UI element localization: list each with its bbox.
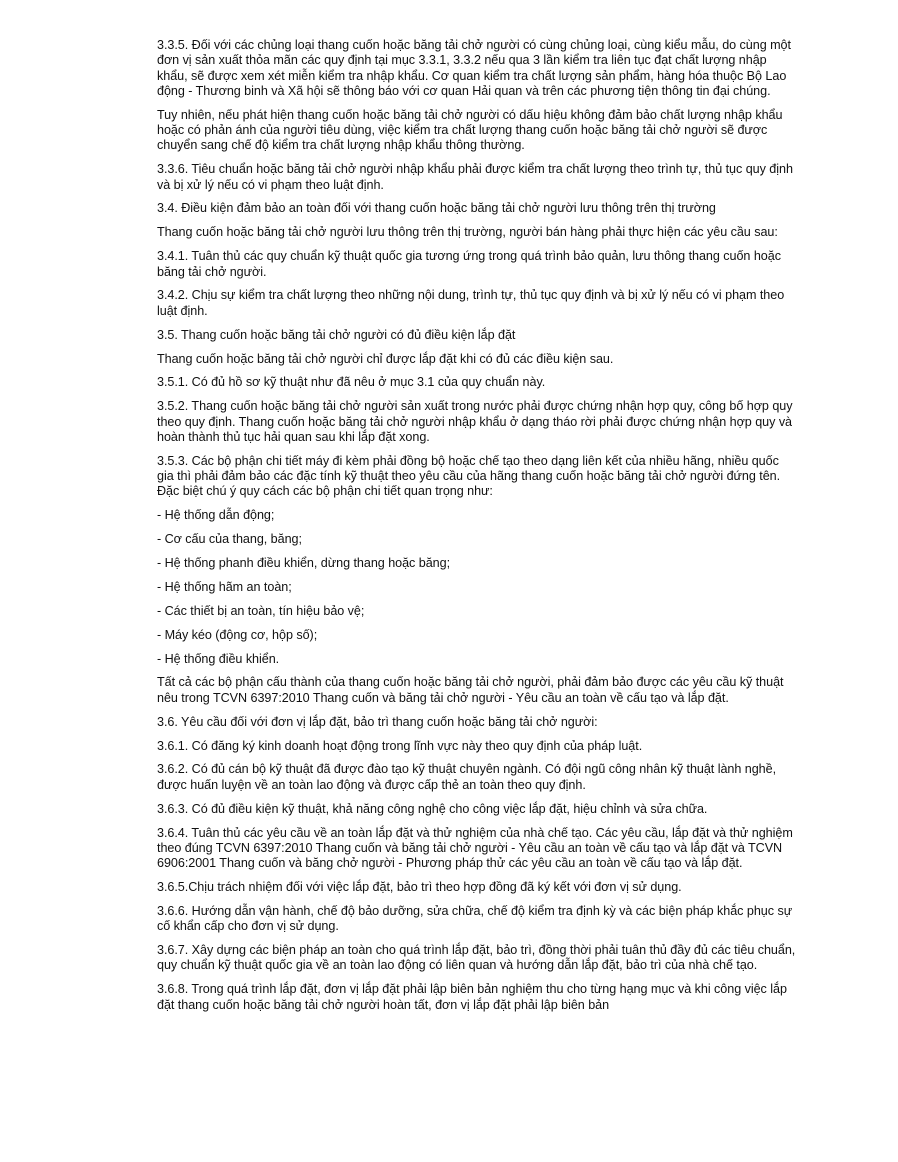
list-item-traction-machine: - Máy kéo (động cơ, hộp số);: [157, 627, 318, 642]
heading-3-4: 3.4. Điều kiện đảm bảo an toàn đối với thang cuốn hoặc băng tải chở người lưu thông trên thị trường: [157, 201, 716, 216]
paragraph-3-5-2: 3.5.2. Thang cuốn hoặc băng tải chở người sản xuất trong nước phải được chứng nhận hợp quy, công bố hợp quy theo quy định. Thang cuốn hoặc băng tải chở người nhập khẩu ở dạng tháo rời phải được chứng nhận hợp quy và hoàn thành thủ tục hải quan sau khi lắp đặt xong.: [157, 399, 793, 444]
paragraph-3-6-7: 3.6.7. Xây dựng các biện pháp an toàn cho quá trình lắp đặt, bảo trì, đồng thời phải tuân thủ đầy đủ các tiêu chuẩn, quy chuẩn kỹ thuật quốc gia về an toàn lao động có liên quan và hướng dẫn lắp đặt, bảo trì của nhà chế tạo.: [157, 943, 796, 973]
list-item-structure: - Cơ cấu của thang, băng;: [157, 532, 302, 547]
paragraph-3-5-3: 3.5.3. Các bộ phận chi tiết máy đi kèm phải đồng bộ hoặc chế tạo theo dạng liên kết của nhiều hãng, nhiều quốc gia thì phải đảm bảo các đặc tính kỹ thuật theo yêu cầu của hãng thang cuốn hoặc băng tải chở người đứng tên. Đặc biệt chú ý quy cách các bộ phận chi tiết quan trọng như:: [157, 453, 781, 499]
paragraph-however: Tuy nhiên, nếu phát hiện thang cuốn hoặc băng tải chở người có dấu hiệu không đảm bảo chất lượng nhập khẩu hoặc có phản ánh của người tiêu dùng, việc kiểm tra chất lượng thang cuốn hoặc băng tải chở người sẽ được chuyển sang chế độ kiểm tra chất lượng nhập khẩu thông thường.: [157, 107, 783, 153]
paragraph-3-3-5: 3.3.5. Đối với các chủng loại thang cuốn hoặc băng tải chở người có cùng chủng loại, cùng kiểu mẫu, do cùng một đơn vị sản xuất thỏa mãn các quy định tại mục 3.3.1, 3.3.2 nếu qua 3 lần kiểm tra liên tục đạt chất lượng nhập khẩu, sẽ được xem xét miễn kiểm tra nhập khẩu. Cơ quan kiểm tra chất lượng sản phẩm, hàng hóa thuộc Bộ Lao động - Thương binh và Xã hội sẽ thông báo với cơ quan Hải quan và trên các phương tiện thông tin đại chúng.: [157, 38, 791, 98]
paragraph-3-6-5: 3.6.5.Chịu trách nhiệm đối với việc lắp đặt, bảo trì theo hợp đồng đã ký kết với đơn vị sử dụng.: [157, 880, 682, 895]
list-item-drive-system: - Hệ thống dẫn động;: [157, 508, 275, 523]
document-page: [157, 38, 797, 1021]
paragraph-3-6-8: 3.6.8. Trong quá trình lắp đặt, đơn vị lắp đặt phải lập biên bản nghiệm thu cho từng hạng mục và khi công việc lắp đặt thang cuốn hoặc băng tải chở người hoàn tất, đơn vị lắp đặt phải lập biên bản: [157, 982, 787, 1012]
paragraph-3-3-6: 3.3.6. Tiêu chuẩn hoặc băng tải chở người nhập khẩu phải được kiểm tra chất lượng theo trình tự, thủ tục quy định và bị xử lý nếu có vi phạm theo luật định.: [157, 162, 793, 192]
paragraph-3-4-2: 3.4.2. Chịu sự kiểm tra chất lượng theo những nội dung, trình tự, thủ tục quy định và bị xử lý nếu có vi phạm theo luật định.: [157, 288, 785, 318]
paragraph-3-5-intro: Thang cuốn hoặc băng tải chở người chỉ được lắp đặt khi có đủ các điều kiện sau.: [157, 351, 614, 366]
paragraph-3-6-6: 3.6.6. Hướng dẫn vận hành, chế độ bảo dưỡng, sửa chữa, chế độ kiểm tra định kỳ và các biện pháp khắc phục sự cố khẩn cấp cho đơn vị sử dụng.: [157, 903, 793, 934]
heading-3-6: 3.6. Yêu cầu đối với đơn vị lắp đặt, bảo trì thang cuốn hoặc băng tải chở người:: [157, 714, 598, 729]
paragraph-3-5-1: 3.5.1. Có đủ hồ sơ kỹ thuật như đã nêu ở mục 3.1 của quy chuẩn này.: [157, 375, 546, 390]
list-item-safety-devices: - Các thiết bị an toàn, tín hiệu bảo vệ;: [157, 603, 365, 618]
heading-3-5: 3.5. Thang cuốn hoặc băng tải chở người có đủ điều kiện lắp đặt: [157, 327, 516, 342]
paragraph-3-6-4: 3.6.4. Tuân thủ các yêu cầu về an toàn lắp đặt và thử nghiệm của nhà chế tạo. Các yêu cầu, lắp đặt và thử nghiệm theo đúng TCVN 6397:2010 Thang cuốn và băng tải chở người - Yêu cầu an toàn về cấu tạo và lắp đặt và TCVN 6906:2001 Thang cuốn và băng chở người - Phương pháp thử các yêu cầu an toàn về cấu tạo và lắp đặt.: [157, 825, 793, 871]
paragraph-all-components: Tất cả các bộ phận cấu thành của thang cuốn hoặc băng tải chở người, phải đảm bảo được các yêu cầu kỹ thuật nêu trong TCVN 6397:2010 Thang cuốn và băng tải chở người - Yêu cầu an toàn về cấu tạo và lắp đặt.: [157, 675, 784, 705]
paragraph-3-4-1: 3.4.1. Tuân thủ các quy chuẩn kỹ thuật quốc gia tương ứng trong quá trình bảo quản, lưu thông thang cuốn hoặc băng tải chở người.: [157, 249, 781, 279]
paragraph-3-4-intro: Thang cuốn hoặc băng tải chở người lưu thông trên thị trường, người bán hàng phải thực hiện các yêu cầu sau:: [157, 225, 778, 240]
list-item-brake-system: - Hệ thống phanh điều khiển, dừng thang hoặc băng;: [157, 556, 451, 571]
paragraph-3-6-3: 3.6.3. Có đủ điều kiện kỹ thuật, khả năng công nghệ cho công việc lắp đặt, hiệu chỉnh và sửa chữa.: [157, 801, 708, 816]
paragraph-3-6-1: 3.6.1. Có đăng ký kinh doanh hoạt động trong lĩnh vực này theo quy định của pháp luật.: [157, 738, 643, 753]
list-item-safety-brake: - Hệ thống hãm an toàn;: [157, 579, 292, 594]
paragraph-3-6-2: 3.6.2. Có đủ cán bộ kỹ thuật đã được đào tạo kỹ thuật chuyên ngành. Có đội ngũ công nhân kỹ thuật lành nghề, được huấn luyện về an toàn lao động và được cấp thẻ an toàn theo quy định.: [157, 762, 777, 792]
list-item-control-system: - Hệ thống điều khiển.: [157, 651, 280, 666]
